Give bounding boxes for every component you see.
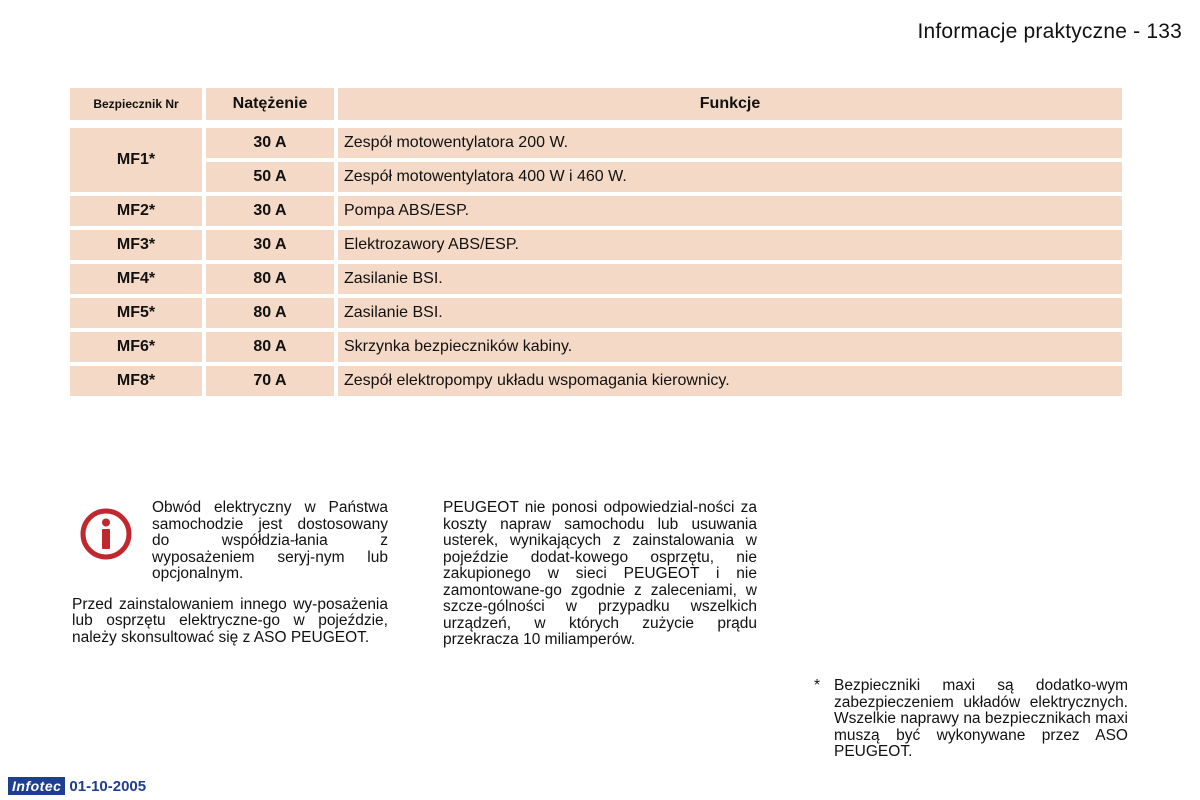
fuse-number: MF6*	[70, 332, 202, 362]
info-text-compatibility: Obwód elektryczny w Państwa samochodzie jest dostosowany do współdzia-łania z wyposażeniem seryj-nym lub opcjonalnym.	[152, 499, 388, 582]
info-icon	[80, 508, 132, 560]
fuse-amperage: 30 A	[206, 128, 334, 158]
fuse-amperage: 80 A	[206, 332, 334, 362]
fuse-number: MF3*	[70, 230, 202, 260]
footnote-text: Bezpieczniki maxi są dodatko-wym zabezpieczeniem układów elektrycznych. Wszelkie naprawy na bezpiecznikach maxi muszą być wykonywane przez ASO PEUGEOT.	[834, 677, 1128, 760]
table-row	[70, 162, 1122, 192]
header-amperage: Natężenie	[206, 88, 334, 120]
footnote	[814, 678, 1128, 761]
table-row	[70, 230, 1122, 260]
fuse-function: Zespół motowentylatora 200 W.	[338, 128, 1122, 158]
fuse-function: Zespół motowentylatora 400 W i 460 W.	[338, 162, 1122, 192]
fuse-amperage: 80 A	[206, 264, 334, 294]
table-row	[70, 298, 1122, 328]
table-header-row	[70, 88, 1122, 120]
fuse-function: Pompa ABS/ESP.	[338, 196, 1122, 226]
fuse-amperage: 50 A	[206, 162, 334, 192]
header-fuse-number: Bezpiecznik Nr	[70, 88, 202, 120]
fuse-amperage: 30 A	[206, 196, 334, 226]
fuse-amperage: 70 A	[206, 366, 334, 396]
table-row	[70, 196, 1122, 226]
footer-date: 01-10-2005	[69, 777, 147, 795]
table-row	[70, 366, 1122, 396]
fuse-number: MF5*	[70, 298, 202, 328]
fuse-function: Elektrozawory ABS/ESP.	[338, 230, 1122, 260]
header-function: Funkcje	[338, 88, 1122, 120]
infotec-logo: Infotec	[8, 777, 65, 795]
fuse-function: Zasilanie BSI.	[338, 264, 1122, 294]
fuse-amperage: 80 A	[206, 298, 334, 328]
fuse-number: MF1*	[70, 128, 202, 192]
fuse-function: Skrzynka bezpieczników kabiny.	[338, 332, 1122, 362]
liability-paragraph: PEUGEOT nie ponosi odpowiedzial-ności za koszty napraw samochodu lub usuwania usterek, wynikających z zainstalowania w pojeździe dodat-kowego osprzętu, nie zakupionego w sieci PEUGEOT i nie zamontowane-go zgodnie z zaleceniami, w szcze-gólności w przypadku wszelkich urządzeń, w których zużycie prądu przekracza 10 miliamperów.	[443, 499, 757, 648]
fuse-amperage: 30 A	[206, 230, 334, 260]
footer	[8, 776, 146, 796]
fuse-function: Zasilanie BSI.	[338, 298, 1122, 328]
page-header: Informacje praktyczne - 133	[917, 20, 1182, 43]
table-row	[70, 332, 1122, 362]
table-row	[70, 128, 1122, 158]
fuse-table	[66, 84, 1126, 400]
fuse-number: MF4*	[70, 264, 202, 294]
info-text-consult: Przed zainstalowaniem innego wy-posażenia lub osprzętu elektryczne-go w pojeździe, należy skonsultować się z ASO PEUGEOT.	[72, 595, 388, 646]
fuse-function: Zespół elektropompy układu wspomagania kierownicy.	[338, 366, 1122, 396]
info-block	[72, 500, 388, 646]
table-row	[70, 264, 1122, 294]
fuse-number: MF8*	[70, 366, 202, 396]
footnote-asterisk: *	[814, 677, 821, 694]
fuse-number: MF2*	[70, 196, 202, 226]
